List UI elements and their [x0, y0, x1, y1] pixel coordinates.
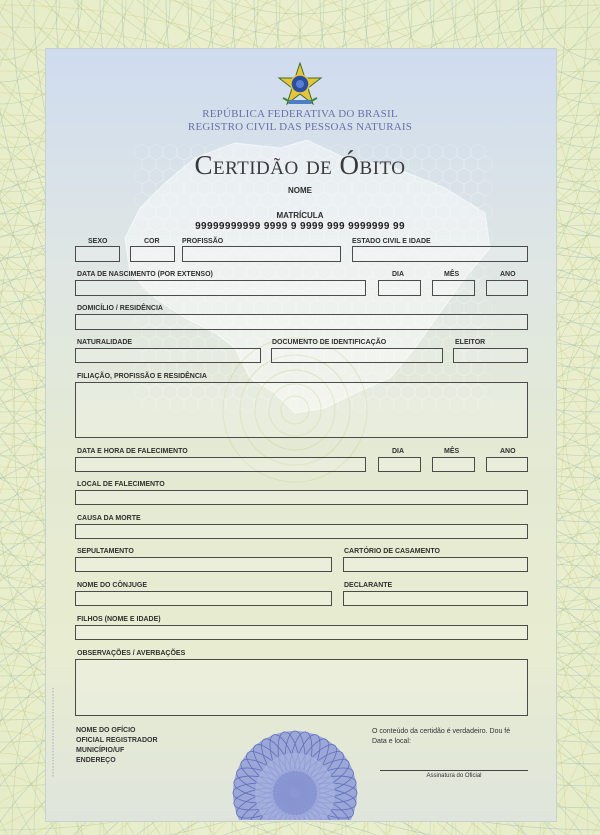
- data-nascimento-label: DATA DE NASCIMENTO (POR EXTENSO): [77, 271, 213, 278]
- ano2-field[interactable]: [486, 457, 528, 472]
- profissao-field[interactable]: [182, 246, 341, 262]
- mes2-label: MÊS: [444, 448, 460, 455]
- local-falecimento-label: LOCAL DE FALECIMENTO: [77, 481, 165, 488]
- estado-civil-label: ESTADO CIVIL E IDADE: [352, 238, 431, 245]
- oficial-registrador-label: OFICIAL REGISTRADOR: [76, 737, 158, 744]
- municipio-label: MUNICÍPIO/UF: [76, 747, 125, 754]
- registry-heading: REGISTRO CIVIL DAS PESSOAS NATURAIS: [187, 121, 413, 133]
- certification-statement: O conteúdo da certidão é verdadeiro. Dou fé: [372, 728, 511, 735]
- signature-line: [380, 770, 528, 771]
- causa-morte-field[interactable]: [75, 524, 528, 539]
- page-title: Certidão de Óbito: [194, 150, 406, 180]
- mes-label: MÊS: [444, 271, 460, 278]
- observacoes-label: OBSERVAÇÕES / AVERBAÇÕES: [77, 650, 186, 657]
- mes2-field[interactable]: [432, 457, 475, 472]
- ano2-label: ANO: [500, 448, 516, 455]
- declarante-label: DECLARANTE: [344, 582, 393, 589]
- naturalidade-label: NATURALIDADE: [77, 339, 133, 346]
- domicilio-field[interactable]: [75, 314, 528, 330]
- eleitor-field[interactable]: [453, 348, 528, 363]
- documento-field[interactable]: [271, 348, 443, 363]
- matricula-number: 99999999999 9999 9 9999 999 9999999 99: [195, 221, 405, 232]
- data-falecimento-label: DATA E HORA DE FALECIMENTO: [77, 448, 188, 455]
- naturalidade-field[interactable]: [75, 348, 261, 363]
- sexo-label: SEXO: [88, 238, 108, 245]
- cor-field[interactable]: [130, 246, 175, 262]
- declarante-field[interactable]: [343, 591, 528, 606]
- filhos-field[interactable]: [75, 625, 528, 640]
- nome-conjuge-field[interactable]: [75, 591, 332, 606]
- cartorio-casamento-label: CARTÓRIO DE CASAMENTO: [344, 548, 440, 555]
- endereco-label: ENDEREÇO: [76, 757, 116, 764]
- coat-of-arms-icon: [277, 62, 323, 108]
- republic-heading: REPÚBLICA FEDERATIVA DO BRASIL: [202, 108, 398, 120]
- filiacao-label: FILIAÇÃO, PROFISSÃO E RESIDÊNCIA: [77, 373, 207, 380]
- causa-morte-label: CAUSA DA MORTE: [77, 515, 141, 522]
- estado-civil-field[interactable]: [352, 246, 528, 262]
- matricula-label: MATRÍCULA: [276, 211, 324, 220]
- mes-field[interactable]: [432, 280, 475, 296]
- domicilio-label: DOMICÍLIO / RESIDÊNCIA: [77, 305, 163, 312]
- eleitor-label: ELEITOR: [455, 339, 486, 346]
- local-falecimento-field[interactable]: [75, 490, 528, 505]
- data-nascimento-field[interactable]: [75, 280, 366, 296]
- filiacao-field[interactable]: [75, 382, 528, 438]
- sepultamento-label: SEPULTAMENTO: [77, 548, 134, 555]
- data-falecimento-field[interactable]: [75, 457, 366, 472]
- dia2-label: DIA: [392, 448, 405, 455]
- nome-oficio-label: NOME DO OFÍCIO: [76, 727, 136, 734]
- signature-label: Assinatura do Oficial: [426, 773, 482, 779]
- ano-field[interactable]: [486, 280, 528, 296]
- cartorio-casamento-field[interactable]: [343, 557, 528, 572]
- dia-label: DIA: [392, 271, 405, 278]
- documento-label: DOCUMENTO DE IDENTIFICAÇÃO: [272, 339, 387, 346]
- nome-conjuge-label: NOME DO CÔNJUGE: [77, 582, 148, 589]
- profissao-label: PROFISSÃO: [182, 238, 224, 245]
- sepultamento-field[interactable]: [75, 557, 332, 572]
- observacoes-field[interactable]: [75, 659, 528, 716]
- ano-label: ANO: [500, 271, 516, 278]
- nome-label: NOME: [288, 186, 312, 195]
- filhos-label: FILHOS (NOME E IDADE): [77, 616, 161, 623]
- date-place-label: Data e local:: [372, 738, 411, 745]
- sexo-field[interactable]: [75, 246, 120, 262]
- dia2-field[interactable]: [378, 457, 421, 472]
- dia-field[interactable]: [378, 280, 421, 296]
- cor-label: COR: [144, 238, 160, 245]
- rosette-seal-icon: [232, 730, 358, 820]
